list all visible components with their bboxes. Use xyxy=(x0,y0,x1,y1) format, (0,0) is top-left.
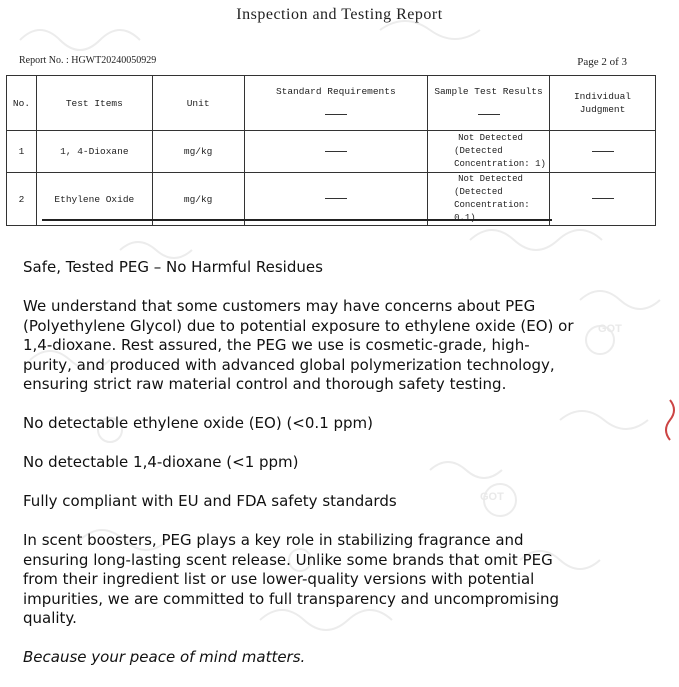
row-sample-result xyxy=(428,131,550,173)
result-concentration: Concentration: 1) xyxy=(454,159,546,169)
row-unit: mg/kg xyxy=(152,131,244,173)
result-detected-label: (Detected xyxy=(454,187,503,197)
point-dioxane: No detectable 1,4-dioxane (<1 ppm) xyxy=(23,453,299,471)
row-judgment xyxy=(550,173,656,226)
result-status: Not Detected xyxy=(458,174,523,184)
col-header-unit: Unit xyxy=(152,76,244,131)
table-bottom-rule xyxy=(42,219,552,221)
description-body xyxy=(23,258,673,687)
row-standard-requirement xyxy=(244,173,428,226)
section-heading: Safe, Tested PEG – No Harmful Residues xyxy=(23,258,323,276)
point-compliance: Fully compliant with EU and FDA safety standards xyxy=(23,492,397,510)
dash-placeholder xyxy=(592,151,614,152)
table-header-row xyxy=(7,76,656,131)
report-number: Report No. : HGWT20240050929 xyxy=(19,55,157,66)
closing-line: Because your peace of mind matters. xyxy=(23,648,306,666)
intro-paragraph: We understand that some customers may have concerns about PEG (Polyethylene Glycol) due to potential exposure to ethylene oxide (EO) or 1,4-dioxane. Rest assured, the PEG we use is cosmetic-grade, high-purity, and produced with advanced global polymerization technology, ensuring strict raw material control and thorough safety testing. xyxy=(23,297,574,393)
svg-text:GOT: GOT xyxy=(480,491,504,503)
scent-paragraph: In scent boosters, PEG plays a key role in stabilizing fragrance and ensuring long-lasting scent release. Unlike some brands that omit PEG from their ingredient list or use lower-quality versions with potential impurities, we are committed to full transparency and uncompromising quality. xyxy=(23,531,559,627)
row-sample-result xyxy=(428,173,550,226)
result-status: Not Detected xyxy=(458,133,523,143)
report-title: Inspection and Testing Report xyxy=(236,6,443,23)
row-unit: mg/kg xyxy=(152,173,244,226)
row-no: 2 xyxy=(7,173,37,226)
col-header-test-items: Test Items xyxy=(36,76,152,131)
dash-placeholder xyxy=(592,198,614,199)
dash-placeholder xyxy=(325,114,347,115)
test-results-table xyxy=(6,75,656,226)
row-test-item: 1, 4-Dioxane xyxy=(36,131,152,173)
point-ethylene-oxide: No detectable ethylene oxide (EO) (<0.1 ppm) xyxy=(23,414,374,432)
result-detected-label: (Detected xyxy=(454,146,503,156)
dash-placeholder xyxy=(325,151,347,152)
dash-placeholder xyxy=(478,114,500,115)
col-header-standard-requirements xyxy=(244,76,428,131)
row-judgment xyxy=(550,131,656,173)
row-no: 1 xyxy=(7,131,37,173)
row-test-item: Ethylene Oxide xyxy=(36,173,152,226)
row-standard-requirement xyxy=(244,131,428,173)
result-concentration: Concentration: 0.1) xyxy=(454,200,530,223)
col-header-individual-judgment: Individual Judgment xyxy=(550,76,656,131)
page-number: Page 2 of 3 xyxy=(577,56,627,68)
svg-text:GOT: GOT xyxy=(598,323,622,335)
sample-test-results-label: Sample Test Results xyxy=(434,86,543,97)
standard-requirements-label: Standard Requirements xyxy=(275,86,396,97)
col-header-no: No. xyxy=(7,76,37,131)
dash-placeholder xyxy=(325,198,347,199)
col-header-sample-test-results xyxy=(428,76,550,131)
table-row xyxy=(7,173,656,226)
table-row xyxy=(7,131,656,173)
